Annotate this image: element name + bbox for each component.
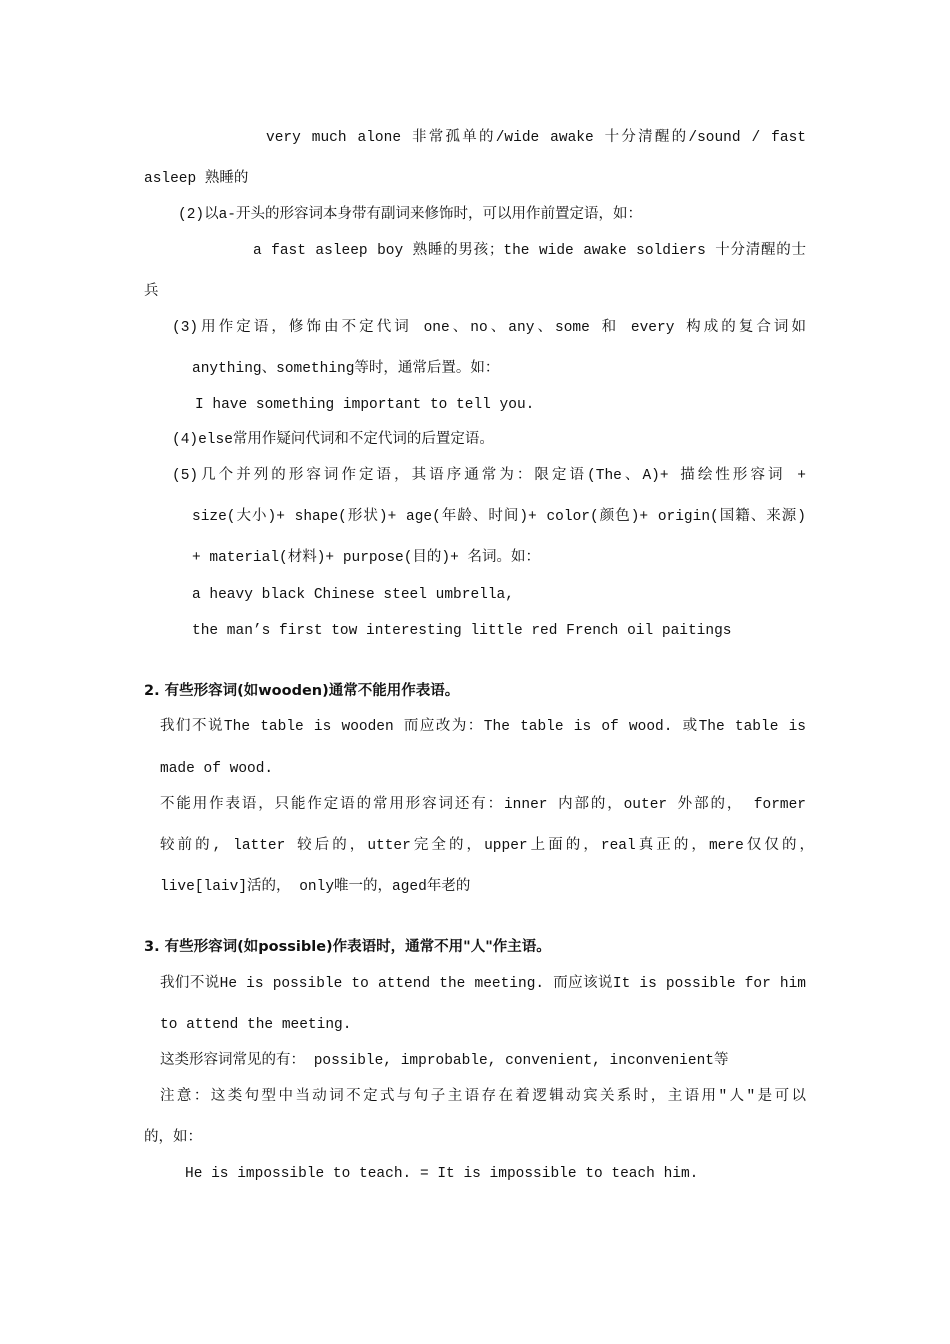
body-line: 不能用作表语，只能作定语的常用形容词还有：inner 内部的，outer 外部的， former	[160, 797, 806, 813]
body-line: 我们不说He is possible to attend the meeting. 而应该说It is possible for him	[160, 976, 806, 992]
example-sentence: I have something important to tell you.	[195, 397, 535, 413]
example-sentence: the man’s first tow interesting little red French oil paitings	[192, 623, 732, 639]
note-line: 注意：这类句型中当动词不定式与句子主语存在着逻辑动宾关系时，主语用"人"是可以	[160, 1089, 806, 1105]
body-line: 我们不说The table is wooden 而应改为：The table is of wood. 或The table is	[160, 719, 806, 735]
body-line: 较前的, latter 较后的，utter完全的，upper上面的，real真正的，mere仅仅的，	[160, 838, 814, 854]
rule-item: anything、something等时，通常后置。如：	[192, 361, 500, 377]
section-heading: 3. 有些形容词(如possible)作表语时，通常不用"人"作主语。	[144, 939, 551, 955]
rule-item: + material(材料)+ purpose(目的)+ 名词。如：	[192, 550, 541, 566]
example-line: a fast asleep boy 熟睡的男孩；the wide awake soldiers 十分清醒的士	[253, 243, 806, 259]
example-line: very much alone 非常孤单的/wide awake 十分清醒的/sound / fast	[266, 130, 806, 146]
rule-item: (5)几个并列的形容词作定语，其语序通常为：限定语(The、A)+ 描绘性形容词 +	[172, 468, 806, 484]
section-heading: 2. 有些形容词(如wooden)通常不能用作表语。	[144, 683, 460, 699]
example-line: asleep 熟睡的	[144, 171, 249, 187]
rule-item: (4)else常用作疑问代词和不定代词的后置定语。	[172, 432, 494, 448]
body-line: to attend the meeting.	[160, 1017, 352, 1033]
rule-item: (2)以a-开头的形容词本身带有副词来修饰时，可以用作前置定语，如：	[178, 207, 643, 223]
rule-item: (3)用作定语，修饰由不定代词 one、no、any、some 和 every 构成的复合词如	[172, 320, 806, 336]
body-line: made of wood.	[160, 761, 274, 777]
example-sentence: He is impossible to teach. = It is impossible to teach him.	[185, 1166, 699, 1182]
note-line: 的，如：	[144, 1130, 202, 1146]
body-line: live[laiv]活的， only唯一的，aged年老的	[160, 879, 471, 895]
rule-item: size(大小)+ shape(形状)+ age(年龄、时间)+ color(颜色)+ origin(国籍、来源)	[192, 509, 806, 525]
example-sentence: a heavy black Chinese steel umbrella,	[192, 587, 514, 603]
example-line: 兵	[144, 284, 159, 300]
body-line: 这类形容词常见的有： possible, improbable, convenient, inconvenient等	[160, 1053, 729, 1069]
